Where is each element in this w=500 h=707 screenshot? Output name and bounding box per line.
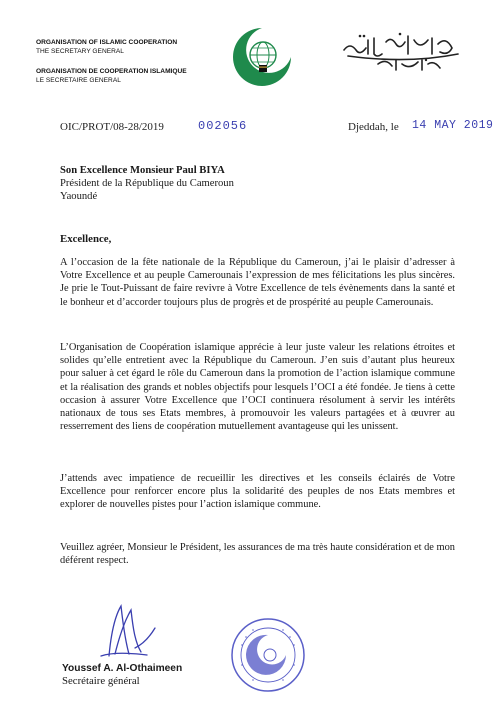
- oic-logo-icon: [230, 25, 294, 89]
- org-title-fr: LE SECRETAIRE GENERAL: [36, 76, 121, 84]
- body-paragraph-1: A l’occasion de la fête nationale de la République du Cameroun, j’ai le plaisir d’adresser à Votre Excellence et au peuple Camerounais l’expression de mes félicitations les plus sincères. Je prie le Tout-Puissant de faire revivre à Votre Excellence de tels évènements dans la santé et le bonheur et d’accorder toujours plus de progrès et de prospérité au peuple Camerounais.: [60, 257, 455, 308]
- addressee-name: Son Excellence Monsieur Paul BIYA: [60, 165, 225, 176]
- body-paragraph-3: J’attends avec impatience de recueillir les directives et les conseils éclairés de Votre Excellence pour renforcer encore plus la solidarité des peuples de nos Etats membres et explorer de nouvelles pistes pour l’action islamique commune.: [60, 473, 455, 511]
- addressee-title: Président de la République du Cameroun: [60, 178, 234, 189]
- handwritten-signature: [95, 598, 165, 660]
- letterhead-french: [36, 68, 187, 85]
- reference-number: OIC/PROT/08-28/2019: [60, 121, 164, 133]
- letterhead-english: [36, 39, 177, 56]
- closing-paragraph: Veuillez agréer, Monsieur le Président, les assurances de ma très haute considération et de mon déférent respect.: [60, 542, 455, 567]
- signer-title: Secrétaire général: [62, 675, 140, 687]
- signer-block: [62, 662, 182, 688]
- salutation: Excellence,: [60, 233, 112, 245]
- date-stamp: 14 MAY 2019: [412, 119, 494, 132]
- org-name-fr: ORGANISATION DE COOPERATION ISLAMIQUE: [36, 68, 187, 75]
- reference-stamp: 002056: [198, 119, 248, 133]
- signer-name: Youssef A. Al-Othaimeen: [62, 663, 183, 674]
- official-seal-stamp: [228, 615, 308, 695]
- arabic-calligraphy-logo: [338, 30, 466, 78]
- addressee-block: [60, 164, 234, 203]
- place-label: Djeddah, le: [348, 121, 399, 133]
- org-title-en: THE SECRETARY GENERAL: [36, 47, 124, 55]
- body-paragraph-2: L’Organisation de Coopération islamique apprécie à leur juste valeur les relations étroites et solides qu’elle entretient avec la République du Cameroun. J’en suis d’autant plus heureux pour saluer à cet égard le rôle du Cameroun dans la promotion de l’action islamique commune et la réalisation des grands et nobles objectifs pour lesquels l’OCI a été fondée. Je tiens à cette occasion à assurer Votre Excellence que l’OCI continuera résolument à servir les intérêts nationaux de tous ses Etats membres, à promouvoir les valeurs partagées et à œuvrer au resserrement des liens de coopération mutuellement avantageuse qui les unissent.: [60, 342, 455, 433]
- org-name-en: ORGANISATION OF ISLAMIC COOPERATION: [36, 39, 178, 46]
- addressee-city: Yaoundé: [60, 191, 98, 202]
